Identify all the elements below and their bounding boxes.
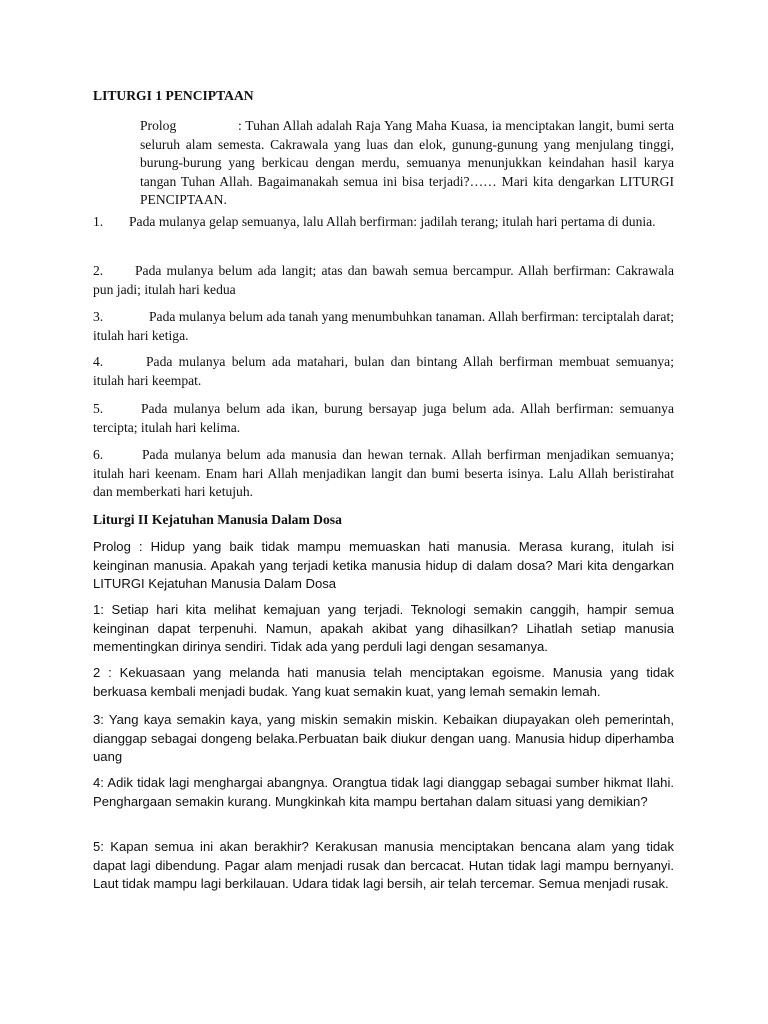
item-number: 6. <box>93 447 104 462</box>
section2-title: Liturgi II Kejatuhan Manusia Dalam Dosa <box>93 512 342 527</box>
section2-item-1: 1: Setiap hari kita melihat kemajuan yang terjadi. Teknologi semakin canggih, hampir semua keinginan dapat terpenuhi. Namun, apakah akibat yang dihasilkan? Lihatlah setiap manusia mementingkan dirinya sendiri. Tidak ada yang perduli lagi dengan sesamanya. <box>93 602 674 655</box>
section2-item-4: 4: Adik tidak lagi menghargai abangnya. Orangtua tidak lagi dianggap sebagai sumber hikmat Ilahi. Penghargaan semakin kurang. Mungkinkah kita mampu bertahan dalam situasi yang demikian? <box>93 775 674 809</box>
section1-item-1 <box>93 213 674 232</box>
item-text: Pada mulanya belum ada manusia dan hewan ternak. Allah berfirman menjadikan semuanya; itulah hari keenam. Enam hari Allah menjadikan langit dan bumi beserta isinya. Lalu Allah beristirahat dan memberkati hari ketujuh. <box>93 447 674 500</box>
item-number: 4. <box>93 354 104 369</box>
section2-item-5: 5: Kapan semua ini akan berakhir? Kerakusan manusia menciptakan bencana alam yang tidak dapat lagi dibendung. Pagar alam menjadi rusak dan bercacat. Hutan tidak lagi mampu bernyanyi. Laut tidak mampu lagi berkilauan. Udara tidak lagi bersih, air telah tercemar. Semua menjadi rusak. <box>93 839 674 892</box>
item-text: Pada mulanya belum ada ikan, burung bersayap juga belum ada. Allah berfirman: semuanya tercipta; itulah hari kelima. <box>93 401 674 435</box>
section1-prolog-label: Prolog <box>140 118 177 133</box>
item-number: 5. <box>93 401 104 416</box>
item-text: Pada mulanya gelap semuanya, lalu Allah berfirman: jadilah terang; itulah hari pertama di dunia. <box>129 214 656 229</box>
section1-item-5 <box>93 400 674 437</box>
item-number: 3. <box>93 309 104 324</box>
section1-item-4 <box>93 353 674 390</box>
item-number: 2. <box>93 263 104 278</box>
section2-item-3: 3: Yang kaya semakin kaya, yang miskin semakin miskin. Kebaikan diupayakan oleh pemerintah, dianggap sebagai dongeng belaka.Perbuatan baik diukur dengan uang. Manusia hidup diperhamba uang <box>93 712 674 765</box>
item-text: Pada mulanya belum ada langit; atas dan bawah semua bercampur. Allah berfirman: Cakrawala pun jadi; itulah hari kedua <box>93 263 674 297</box>
section1-prolog-text: : Tuhan Allah adalah Raja Yang Maha Kuasa, ia menciptakan langit, bumi serta seluruh alam semesta. Cakrawala yang luas dan elok, gunung-gunung yang menjulang tinggi, burung-burung yang berkicau dengan merdu, semuanya menunjukkan keindahan hasil karya tangan Tuhan Allah. Bagaimanakah semua ini bisa terjadi?…… Mari kita dengarkan LITURGI PENCIPTAAN. <box>140 118 674 208</box>
section2-item-2: 2 : Kekuasaan yang melanda hati manusia telah menciptakan egoisme. Manusia yang tidak berkuasa kembali menjadi budak. Yang kuat semakin kuat, yang lemah semakin lemah. <box>93 665 674 699</box>
section1-item-2 <box>93 262 674 299</box>
section1-item-6 <box>93 446 674 502</box>
section1-prolog <box>140 117 674 210</box>
item-text: Pada mulanya belum ada tanah yang menumbuhkan tanaman. Allah berfirman: terciptalah darat; itulah hari ketiga. <box>93 309 674 343</box>
item-text: Pada mulanya belum ada matahari, bulan dan bintang Allah berfirman membuat semuanya; itulah hari keempat. <box>93 354 674 388</box>
section1-title: LITURGI 1 PENCIPTAAN <box>93 88 254 103</box>
section2-prolog: Prolog : Hidup yang baik tidak mampu memuaskan hati manusia. Merasa kurang, itulah isi keinginan manusia. Apakah yang terjadi ketika manusia hidup di dalam dosa? Mari kita dengarkan LITURGI Kejatuhan Manusia Dalam Dosa <box>93 539 674 592</box>
item-number: 1. <box>93 214 104 229</box>
section1-item-3 <box>93 308 674 345</box>
